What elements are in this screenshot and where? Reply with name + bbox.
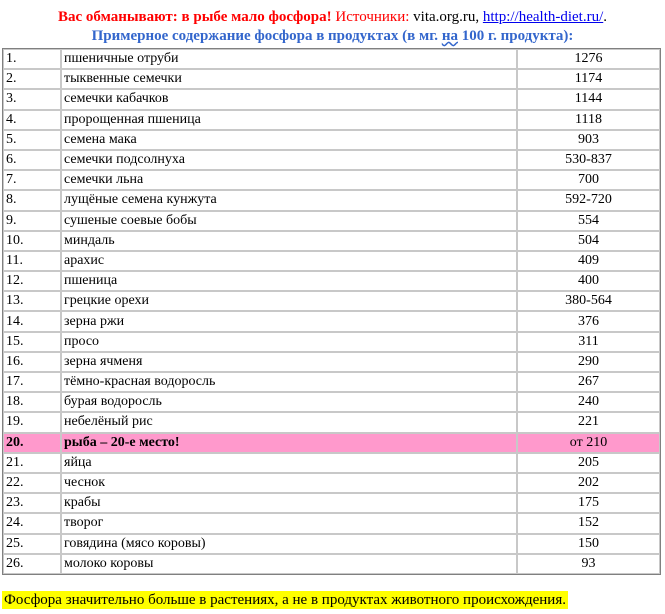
phosphorus-value-cell: 202 <box>517 473 660 493</box>
table-row <box>3 231 660 251</box>
phosphorus-value-cell: 592-720 <box>517 190 660 210</box>
phosphorus-value-cell: 150 <box>517 534 660 554</box>
phosphorus-value-cell: 311 <box>517 332 660 352</box>
product-name-cell: небелёный рис <box>61 412 517 432</box>
phosphorus-value-cell: 1144 <box>517 89 660 109</box>
row-number-cell: 17. <box>3 372 61 392</box>
row-number-cell: 21. <box>3 453 61 473</box>
row-number-cell: 6. <box>3 150 61 170</box>
product-name-cell: молоко коровы <box>61 554 517 574</box>
phosphorus-value-cell: 175 <box>517 493 660 513</box>
product-name-cell: тыквенные семечки <box>61 69 517 89</box>
phosphorus-value-cell: 504 <box>517 231 660 251</box>
row-number-cell: 4. <box>3 110 61 130</box>
sources-label: Источники: <box>335 9 410 25</box>
row-number-cell: 3. <box>3 89 61 109</box>
phosphorus-value-cell: 267 <box>517 372 660 392</box>
row-number-cell: 18. <box>3 392 61 412</box>
table-row <box>3 190 660 210</box>
sources-text: vita.org.ru, <box>413 9 480 25</box>
table-row <box>3 110 660 130</box>
subtitle-part-b: 100 г. продукта): <box>457 28 574 44</box>
subtitle-part-underlined: на <box>441 28 458 44</box>
phosphorus-value-cell: 554 <box>517 211 660 231</box>
product-name-cell: говядина (мясо коровы) <box>61 534 517 554</box>
product-name-cell: семечки кабачков <box>61 89 517 109</box>
table-row <box>3 372 660 392</box>
row-number-cell: 16. <box>3 352 61 372</box>
phosphorus-value-cell: 400 <box>517 271 660 291</box>
phosphorus-value-cell: 376 <box>517 311 660 331</box>
row-number-cell: 7. <box>3 170 61 190</box>
table-row <box>3 513 660 533</box>
phosphorus-value-cell: 903 <box>517 130 660 150</box>
product-name-cell: арахис <box>61 251 517 271</box>
product-name-cell: пшеница <box>61 271 517 291</box>
product-name-cell: пророщенная пшеница <box>61 110 517 130</box>
product-name-cell: пшеничные отруби <box>61 49 517 69</box>
row-number-cell: 5. <box>3 130 61 150</box>
warning-text: Вас обманывают: в рыбе мало фосфора! <box>57 9 332 25</box>
table-row <box>3 89 660 109</box>
table-row-highlighted <box>3 433 660 453</box>
product-name-cell: лущёные семена кунжута <box>61 190 517 210</box>
phosphorus-value-cell: 1174 <box>517 69 660 89</box>
row-number-cell: 9. <box>3 211 61 231</box>
table-row <box>3 69 660 89</box>
table-row <box>3 534 660 554</box>
table-row <box>3 392 660 412</box>
row-number-cell: 20. <box>3 433 61 453</box>
product-name-cell: чеснок <box>61 473 517 493</box>
product-name-cell: грецкие орехи <box>61 291 517 311</box>
product-name-cell: семена мака <box>61 130 517 150</box>
row-number-cell: 25. <box>3 534 61 554</box>
table-row <box>3 352 660 372</box>
row-number-cell: 22. <box>3 473 61 493</box>
row-number-cell: 26. <box>3 554 61 574</box>
table-row <box>3 554 660 574</box>
row-number-cell: 11. <box>3 251 61 271</box>
phosphorus-value-cell: 700 <box>517 170 660 190</box>
sources-end: . <box>603 9 608 25</box>
product-name-cell: крабы <box>61 493 517 513</box>
row-number-cell: 1. <box>3 49 61 69</box>
phosphorus-value-cell: 530-837 <box>517 150 660 170</box>
product-name-cell: творог <box>61 513 517 533</box>
phosphorus-value-cell: от 210 <box>517 433 660 453</box>
row-number-cell: 12. <box>3 271 61 291</box>
phosphorus-value-cell: 205 <box>517 453 660 473</box>
product-name-cell: миндаль <box>61 231 517 251</box>
product-name-cell: просо <box>61 332 517 352</box>
header-line-1 <box>0 8 665 27</box>
phosphorus-value-cell: 1276 <box>517 49 660 69</box>
table-row <box>3 453 660 473</box>
subtitle-part-a: Примерное содержание фосфора в продуктах (в мг. <box>91 28 442 44</box>
phosphorus-value-cell: 240 <box>517 392 660 412</box>
phosphorus-value-cell: 152 <box>517 513 660 533</box>
product-name-cell: сушеные соевые бобы <box>61 211 517 231</box>
phosphorus-table <box>2 48 661 575</box>
product-name-cell: семечки подсолнуха <box>61 150 517 170</box>
table-row <box>3 291 660 311</box>
phosphorus-value-cell: 93 <box>517 554 660 574</box>
phosphorus-value-cell: 1118 <box>517 110 660 130</box>
table-row <box>3 49 660 69</box>
document-header <box>0 0 665 46</box>
table-row <box>3 271 660 291</box>
row-number-cell: 15. <box>3 332 61 352</box>
table-row <box>3 311 660 331</box>
phosphorus-value-cell: 409 <box>517 251 660 271</box>
table-row <box>3 332 660 352</box>
product-name-cell: рыба – 20-е место! <box>61 433 517 453</box>
table-body <box>3 49 660 574</box>
row-number-cell: 2. <box>3 69 61 89</box>
product-name-cell: тёмно-красная водоросль <box>61 372 517 392</box>
table-row <box>3 251 660 271</box>
phosphorus-value-cell: 290 <box>517 352 660 372</box>
table-row <box>3 211 660 231</box>
table-row <box>3 412 660 432</box>
table-row <box>3 493 660 513</box>
row-number-cell: 13. <box>3 291 61 311</box>
product-name-cell: семечки льна <box>61 170 517 190</box>
table-row <box>3 130 660 150</box>
row-number-cell: 14. <box>3 311 61 331</box>
row-number-cell: 24. <box>3 513 61 533</box>
table-subtitle <box>0 27 665 46</box>
product-name-cell: зерна ржи <box>61 311 517 331</box>
footer-note: Фосфора значительно больше в растениях, а не в продуктах животного происхождения. <box>4 592 566 608</box>
product-name-cell: яйца <box>61 453 517 473</box>
product-name-cell: бурая водоросль <box>61 392 517 412</box>
row-number-cell: 19. <box>3 412 61 432</box>
sources-link[interactable]: http://health-diet.ru/ <box>482 9 604 25</box>
table-row <box>3 170 660 190</box>
table-row <box>3 150 660 170</box>
row-number-cell: 23. <box>3 493 61 513</box>
table-row <box>3 473 660 493</box>
row-number-cell: 10. <box>3 231 61 251</box>
product-name-cell: зерна ячменя <box>61 352 517 372</box>
row-number-cell: 8. <box>3 190 61 210</box>
phosphorus-value-cell: 221 <box>517 412 660 432</box>
phosphorus-value-cell: 380-564 <box>517 291 660 311</box>
